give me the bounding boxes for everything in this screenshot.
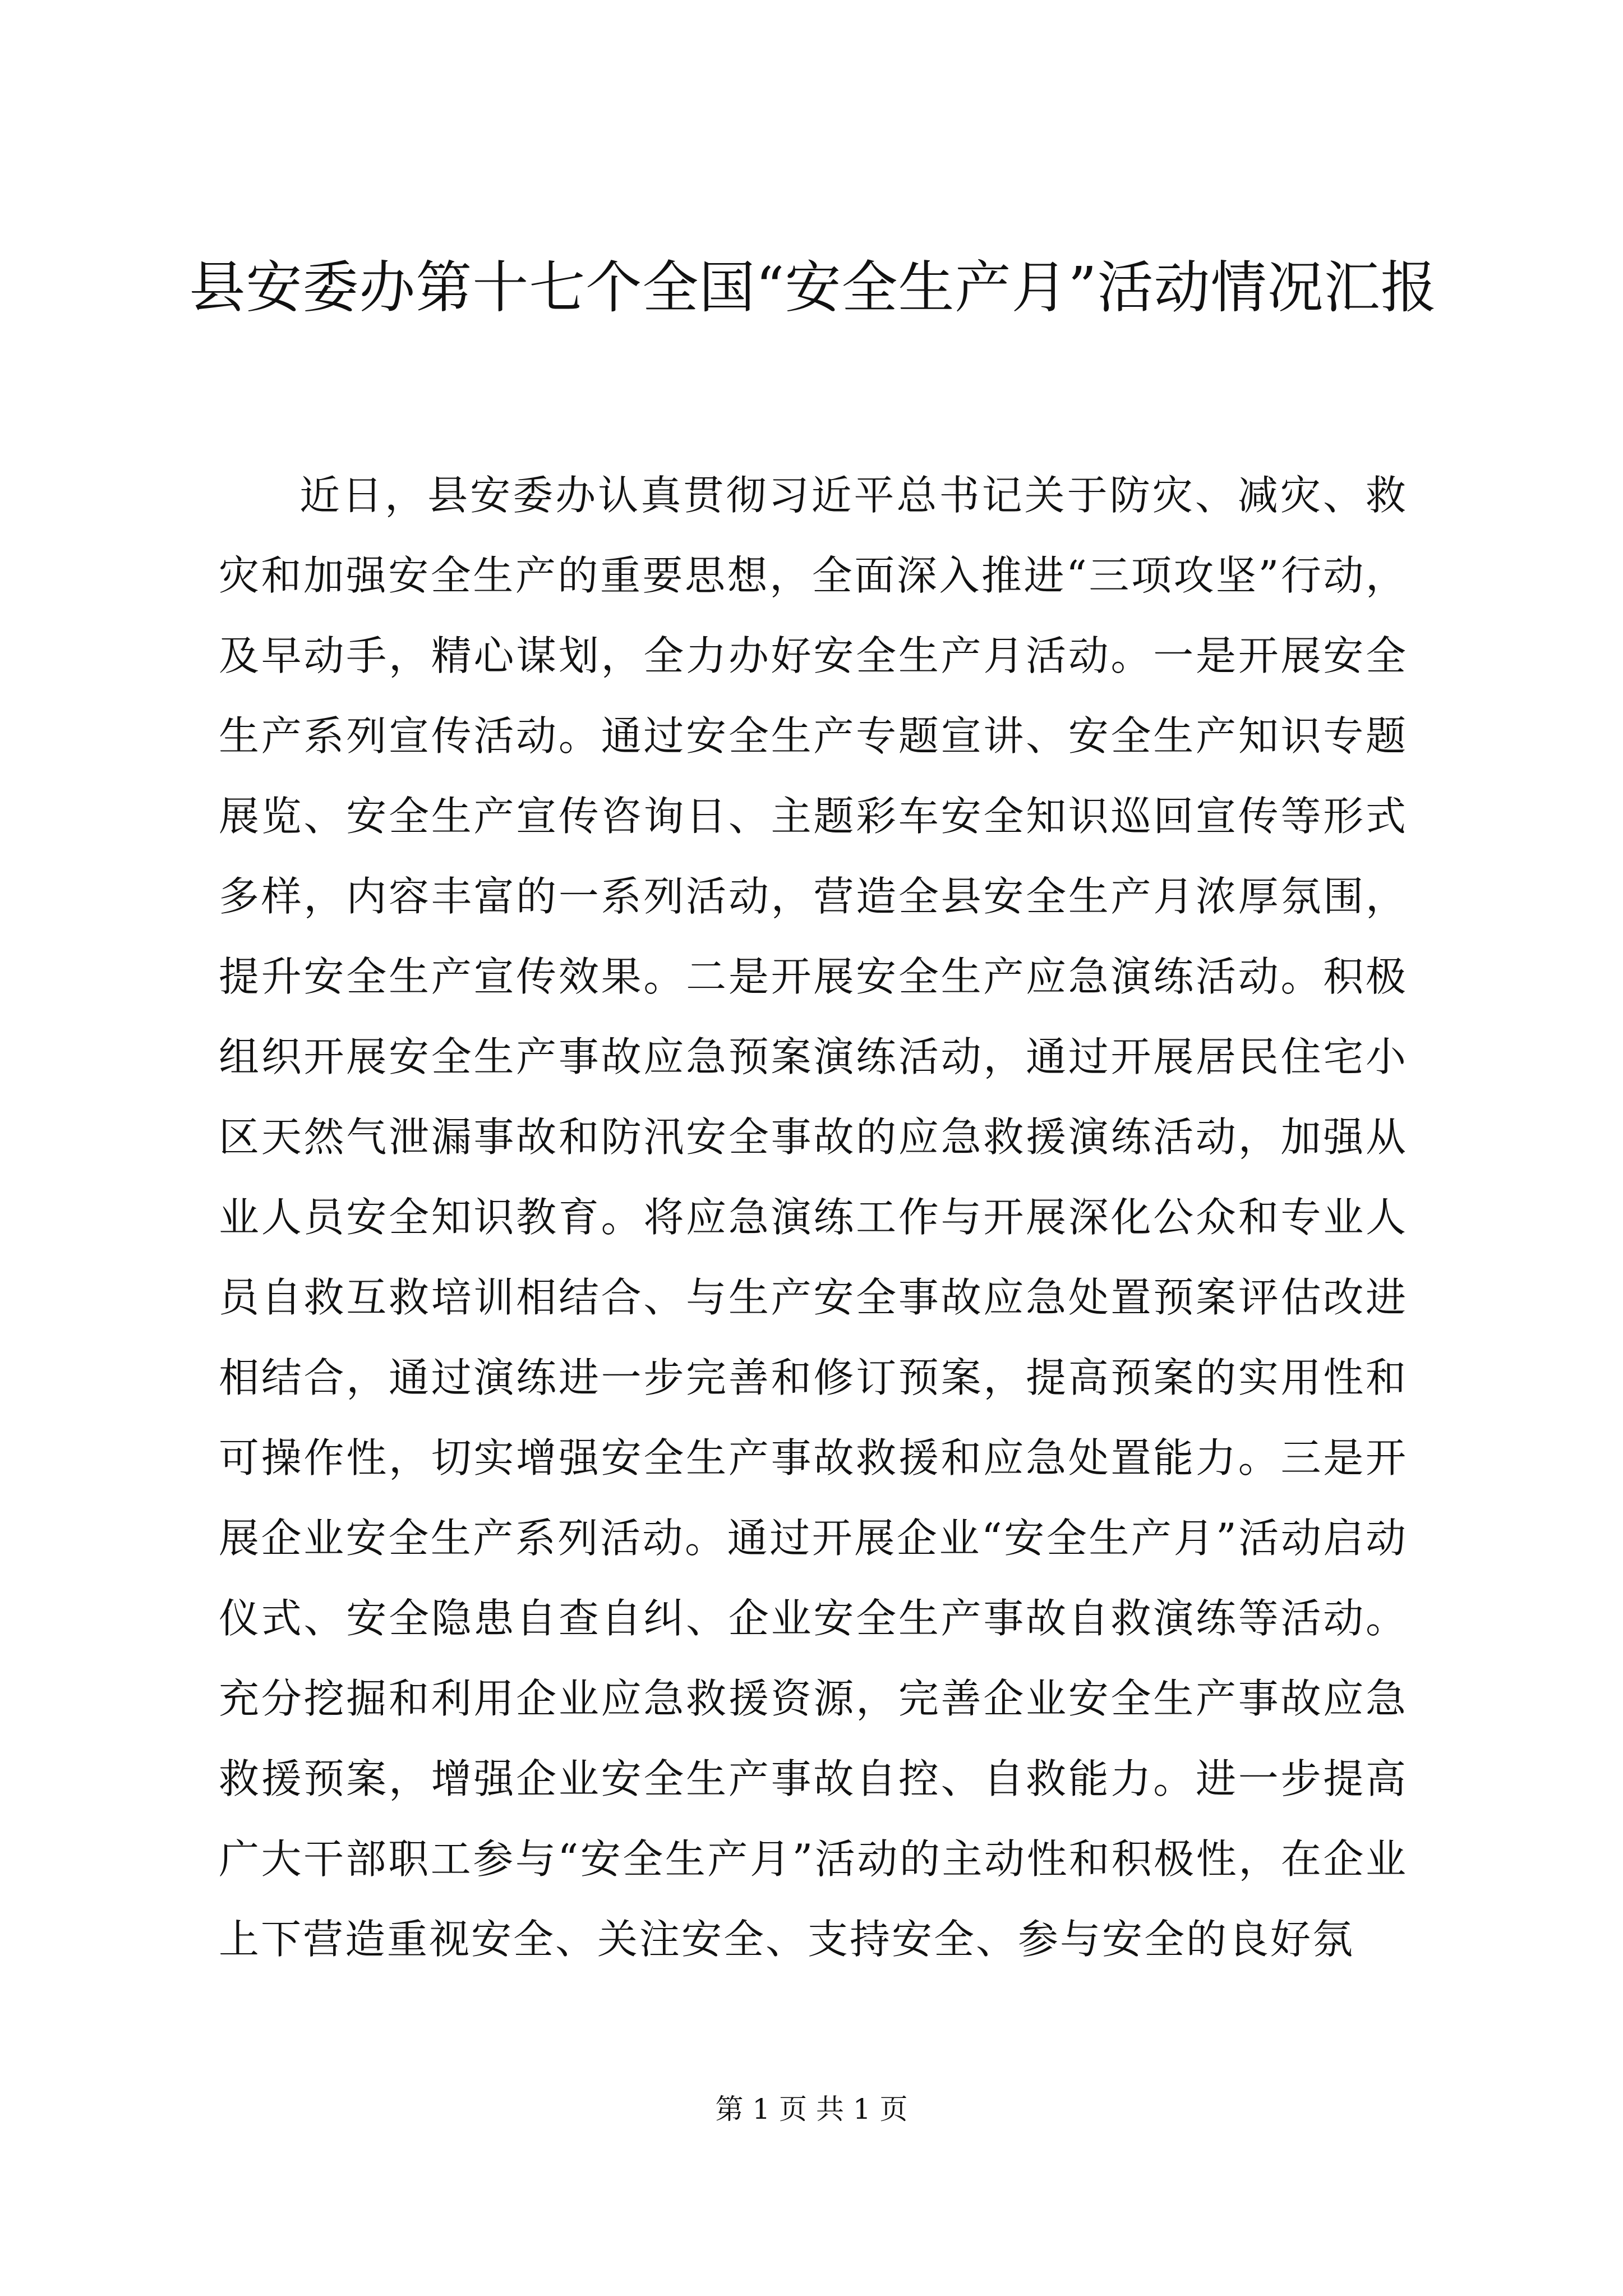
document-title: 县安委办第十七个全国“安全生产月”活动情况汇报 [189, 255, 1437, 320]
body-paragraph: 近日，县安委办认真贯彻习近平总书记关于防灾、减灾、救灾和加强安全生产的重要思想，全面深入推进“三项攻坚”行动，及早动手，精心谋划，全力办好安全生产月活动。一是开展安全生产系列宣传活动。通过安全生产专题宣讲、安全生产知识专题展览、安全生产宣传咨询日、主题彩车安全知识巡回宣传等形式多样，内容丰富的一系列活动，营造全县安全生产月浓厚氛围，提升安全生产宣传效果。二是开展安全生产应急演练活动。积极组织开展安全生产事故应急预案演练活动，通过开展居民住宅小区天然气泄漏事故和防汛安全事故的应急救援演练活动，加强从业人员安全知识教育。将应急演练工作与开展深化公众和专业人员自救互救培训相结合、与生产安全事故应急处置预案评估改进相结合，通过演练进一步完善和修订预案，提高预案的实用性和可操作性，切实增强安全生产事故救援和应急处置能力。三是开展企业安全生产系列活动。通过开展企业“安全生产月”活动启动仪式、安全隐患自查自纠、企业安全生产事故自救演练等活动。充分挖掘和利用企业应急救援资源，完善企业安全生产事故应急救援预案，增强企业安全生产事故自控、自救能力。进一步提高广大干部职工参与“安全生产月”活动的主动性和积极性，在企业上下营造重视安全、关注安全、支持安全、参与安全的良好氛 [219, 472, 1408, 1963]
page-footer [0, 2090, 1623, 2129]
page-number-label: 第 1 页 共 1 页 [715, 2093, 908, 2125]
